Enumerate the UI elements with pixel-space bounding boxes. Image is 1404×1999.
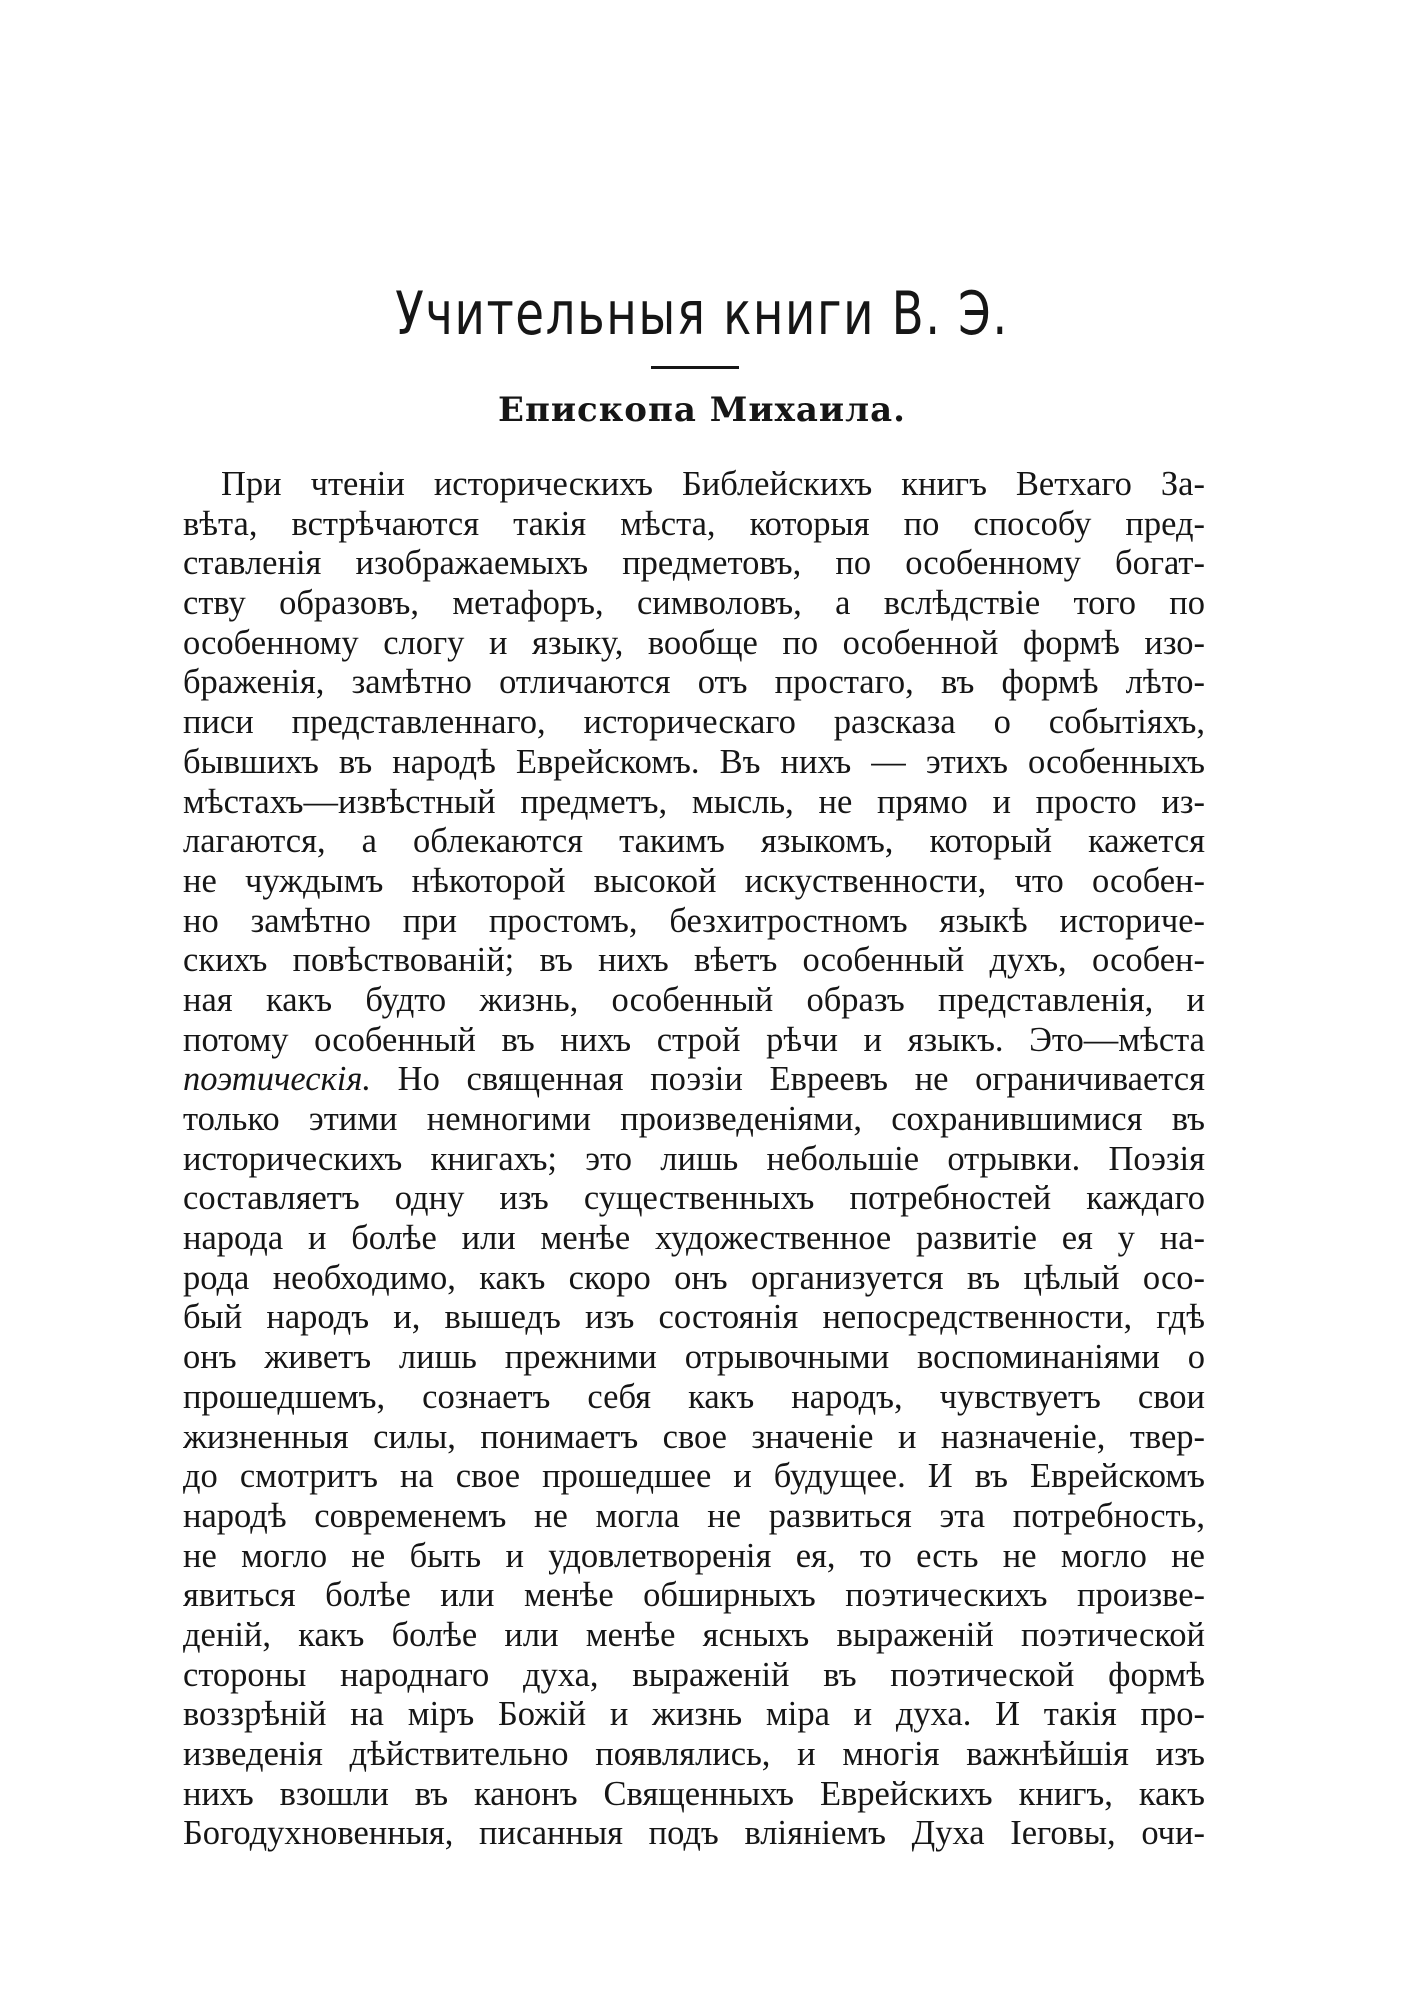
text-line: изведенія дѣйствительно появлялись, и многія важнѣйшія изъ <box>183 1735 1205 1773</box>
text-line: онъ живетъ лишь прежними отрывочными воспоминаніями о <box>183 1338 1205 1377</box>
text-line: не чуждымъ нѣкоторой высокой искуственности, что особен- <box>183 861 1205 900</box>
author-line: Епископа Михаила. <box>498 390 906 430</box>
text-line: рода необходимо, какъ скоро онъ организуется въ цѣлый осо- <box>183 1258 1205 1297</box>
body-text <box>183 465 1205 1854</box>
text-line: только этими немногими произведеніями, сохранившимися въ <box>183 1100 1205 1138</box>
text-line: При чтеніи историческихъ Библейскихъ книгъ Ветхаго За- <box>221 465 1205 503</box>
text-line: нихъ взошли въ канонъ Священныхъ Еврейскихъ книгъ, какъ <box>183 1774 1205 1813</box>
text-line-with-italic <box>183 1060 1205 1100</box>
text-line: ная какъ будто жизнь, особенный образъ представленія, и <box>183 980 1205 1019</box>
text-line: бый народъ и, вышедъ изъ состоянія непосредственности, гдѣ <box>183 1298 1205 1337</box>
text-line: браженія, замѣтно отличаются отъ простаго, въ формѣ лѣто- <box>183 663 1205 702</box>
text-line: явиться болѣе или менѣе обширныхъ поэтическихъ произве- <box>183 1576 1205 1615</box>
text-line: прошедшемъ, сознаетъ себя какъ народъ, чувствуетъ свои <box>183 1377 1205 1416</box>
text-line: деній, какъ болѣе или менѣе ясныхъ выраженій поэтической <box>183 1615 1205 1654</box>
page-title: Учительныя книги В. Э. <box>395 279 1009 349</box>
text-line: историческихъ книгахъ; это лишь небольшіе отрывки. Поэзія <box>183 1139 1205 1178</box>
text-line: мѣстахъ—извѣстный предметъ, мысль, не прямо и просто из- <box>183 782 1205 821</box>
text-line: ству образовъ, метафоръ, символовъ, а вслѣдствіе того по <box>183 584 1205 623</box>
italic-term: поэтическія. <box>183 1060 371 1099</box>
text-line: лагаются, а облекаются такимъ языкомъ, который кажется <box>183 822 1205 861</box>
text-line: но замѣтно при простомъ, безхитростномъ языкѣ историче- <box>183 901 1205 940</box>
text-line: скихъ повѣствованій; въ нихъ вѣетъ особенный духъ, особен- <box>183 941 1205 980</box>
text-line: ставленія изображаемыхъ предметовъ, по особенному богат- <box>183 544 1205 583</box>
text-line: составляетъ одну изъ существенныхъ потребностей каждаго <box>183 1179 1205 1218</box>
text-line: бывшихъ въ народѣ Еврейскомъ. Въ нихъ — этихъ особенныхъ <box>183 742 1205 781</box>
text-line: народа и болѣе или менѣе художественное развитіе ея у на- <box>183 1219 1205 1258</box>
text-line: до смотритъ на свое прошедшее и будущее. И въ Еврейскомъ <box>183 1457 1205 1496</box>
text-line-rest: Но священная поэзіи Евреевъ не ограничивается <box>370 1060 1205 1099</box>
text-line: воззрѣній на міръ Божій и жизнь міра и духа. И такія про- <box>183 1695 1205 1734</box>
text-line: стороны народнаго духа, выраженій въ поэтической формѣ <box>183 1655 1205 1694</box>
text-line: Богодухновенныя, писанныя подъ вліяніемъ Духа Іеговы, очи- <box>183 1814 1205 1853</box>
text-line: писи представленнаго, историческаго разсказа о событіяхъ, <box>183 703 1205 742</box>
text-line: народѣ современемъ не могла не развиться эта потребность, <box>183 1496 1205 1535</box>
text-line: не могло не быть и удовлетворенія ея, то есть не могло не <box>183 1536 1205 1575</box>
text-line: жизненныя силы, понимаетъ свое значеніе и назначеніе, твер- <box>183 1417 1205 1456</box>
text-line: особенному слогу и языку, вообще по особенной формѣ изо- <box>183 623 1205 662</box>
text-line: вѣта, встрѣчаются такія мѣста, которыя по способу пред- <box>183 504 1205 543</box>
title-divider <box>651 366 739 369</box>
text-line: потому особенный въ нихъ строй рѣчи и языкъ. Это—мѣста <box>183 1020 1205 1059</box>
